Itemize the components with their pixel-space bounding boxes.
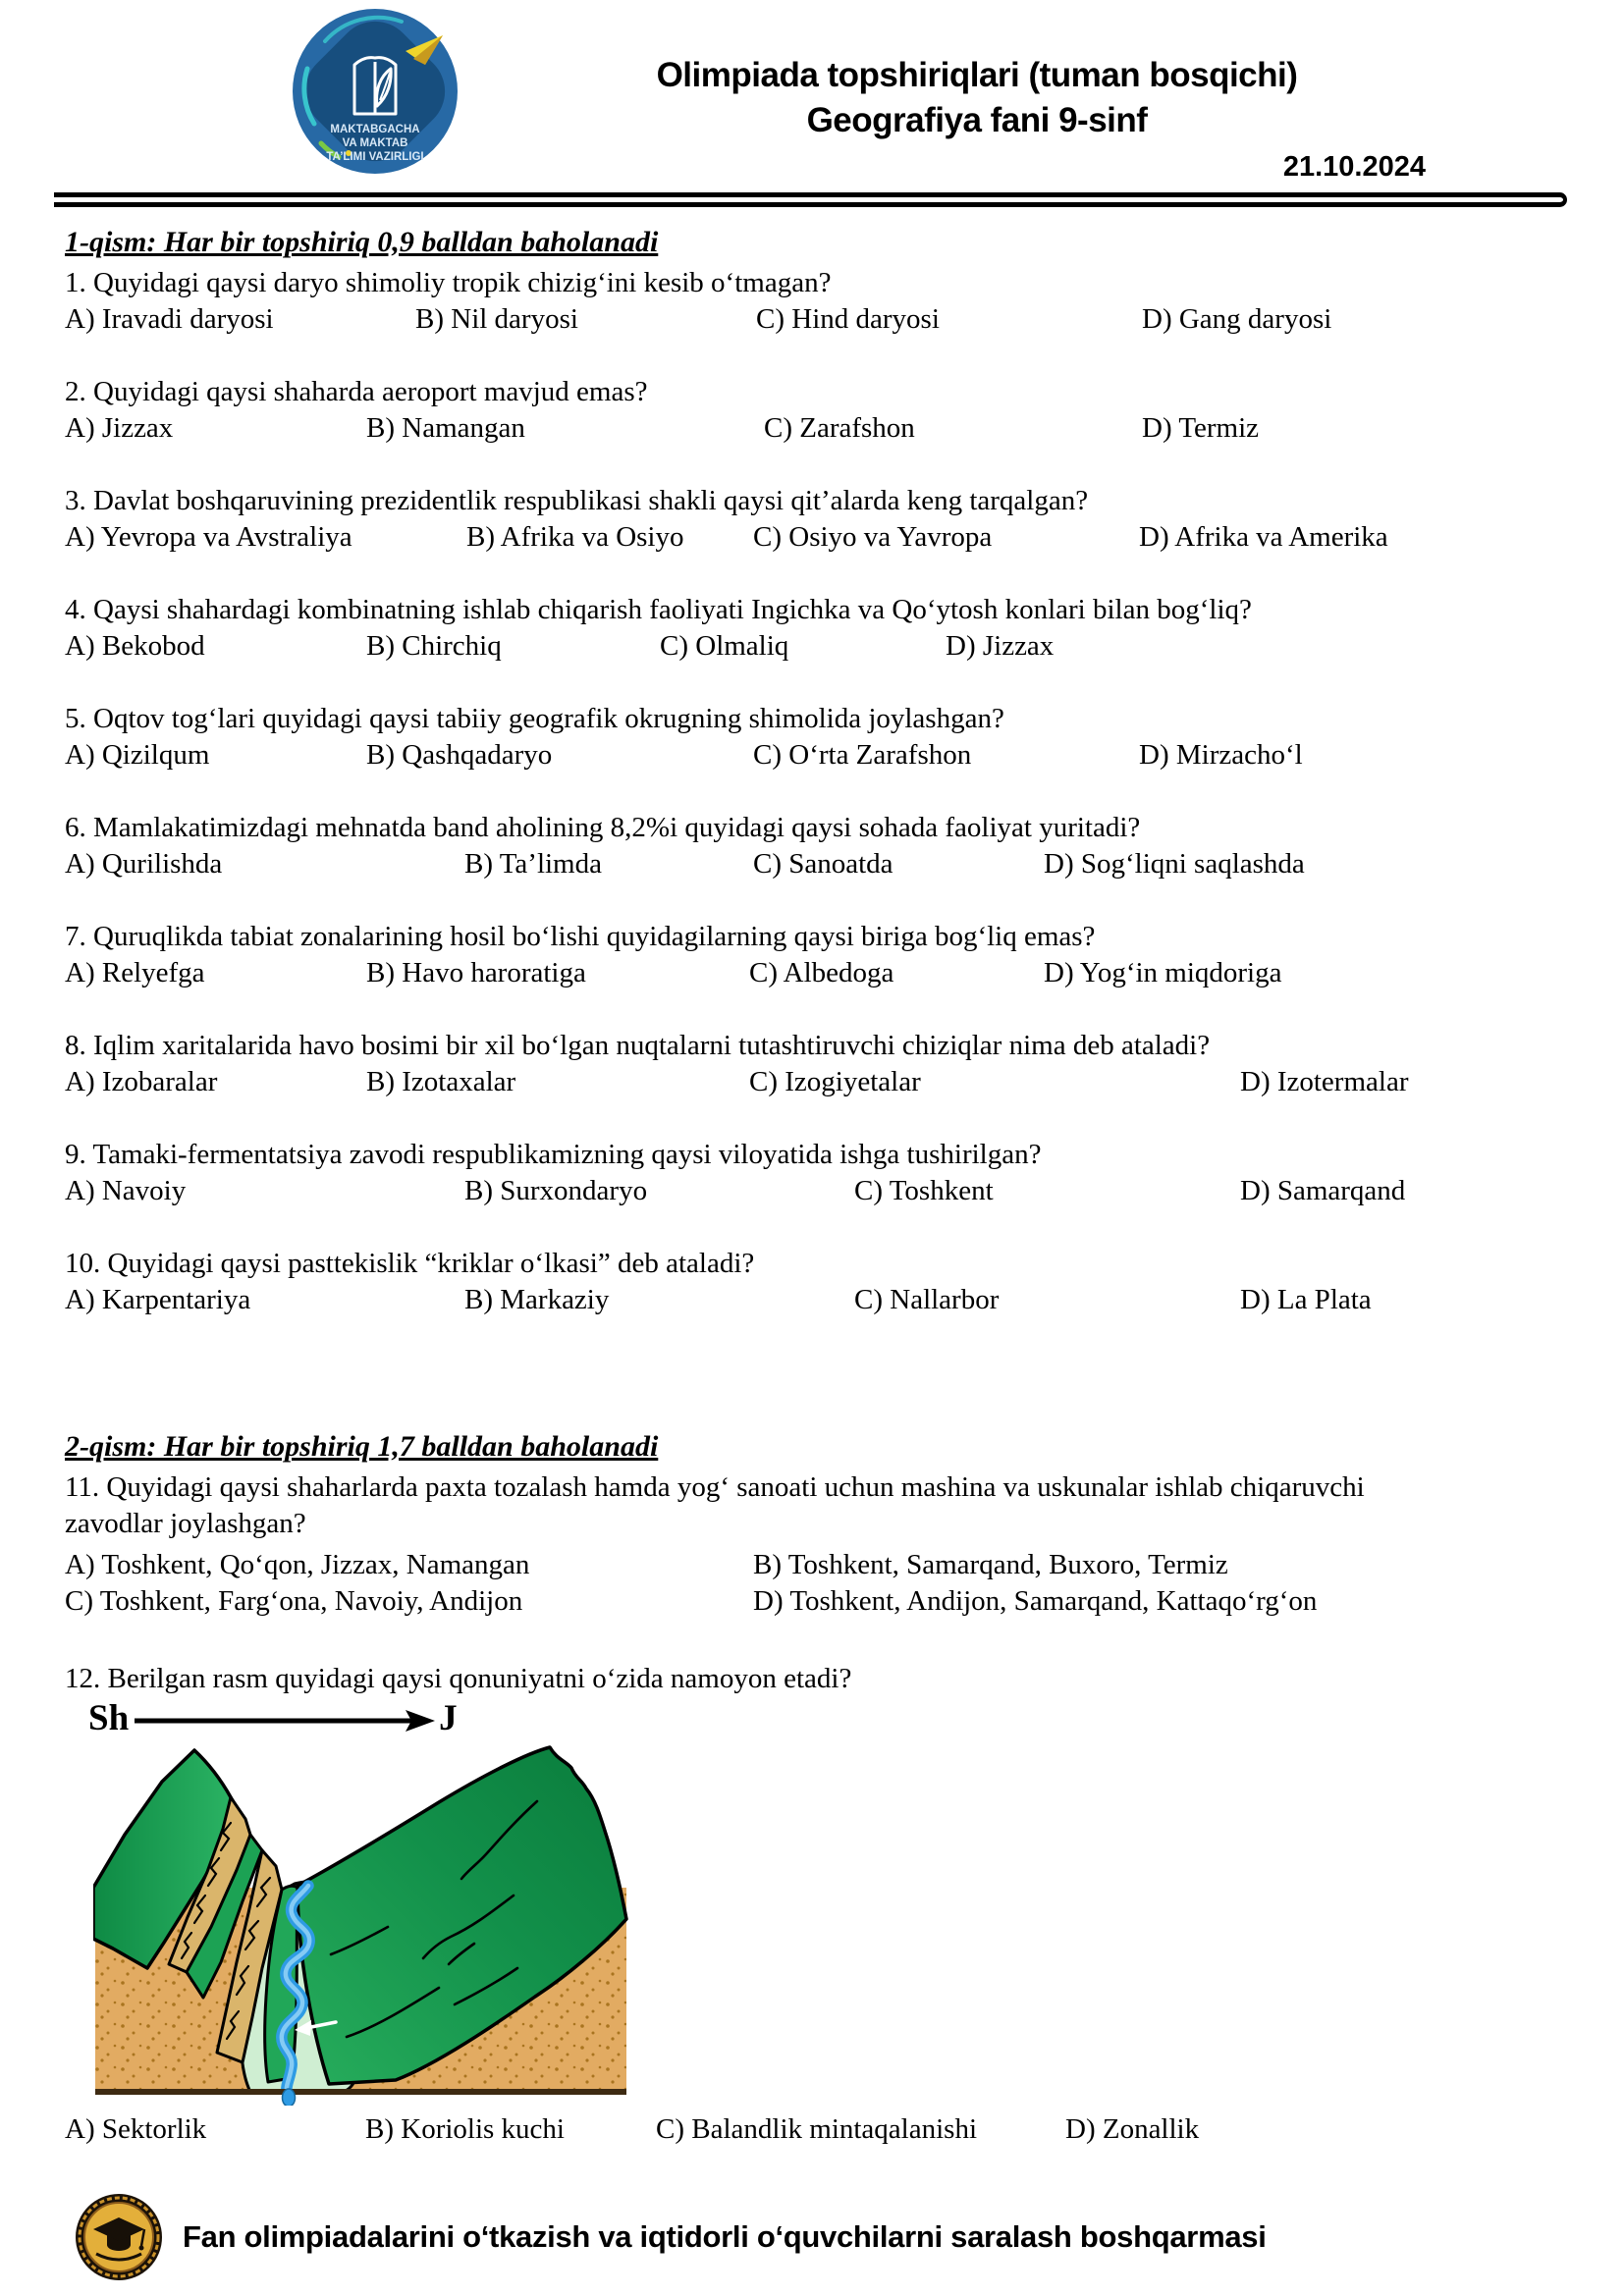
- option-c: C) Sanoatda: [753, 848, 893, 880]
- question-2: [65, 374, 1567, 447]
- question-text: 11. Quyidagi qaysi shaharlarda paxta tozalash hamda yog‘ sanoati uchun mashina va uskunalar ishlab chiqaruvchi zavodlar joylashgan?: [65, 1471, 1365, 1539]
- question-3: [65, 483, 1567, 556]
- option-d: D) Termiz: [1142, 412, 1260, 444]
- question-9: [65, 1137, 1567, 1209]
- section-1-heading: 1-qism: Har bir topshiriq 0,9 balldan baholanadi: [65, 226, 659, 258]
- ground-baseline: [95, 2089, 626, 2095]
- question-text: 8. Iqlim xaritalarida havo bosimi bir xil bo‘lgan nuqtalarni tutashtiruvchi chiziqlar nima deb ataladi?: [65, 1030, 1211, 1061]
- option-c: C) Toshkent, Farg‘ona, Navoiy, Andijon: [65, 1585, 523, 1617]
- question-text: 5. Oqtov tog‘lari quyidagi qaysi tabiiy geografik okrugning shimolida joylashgan?: [65, 703, 1004, 734]
- question-options: [65, 410, 1567, 447]
- questions-area: [0, 224, 1624, 2281]
- option-a: A) Iravadi daryosi: [65, 303, 274, 335]
- option-a: A) Toshkent, Qo‘qon, Jizzax, Namangan: [65, 1549, 530, 1580]
- direction-arrow-icon: [133, 1708, 437, 1734]
- question-text: 7. Quruqlikda tabiat zonalarining hosil bo‘lishi quyidagilarning qaysi biriga bog‘liq emas?: [65, 921, 1096, 952]
- section-2-heading: 2-qism: Har bir topshiriq 1,7 balldan baholanadi: [65, 1430, 659, 1463]
- option-a: A) Karpentariya: [65, 1284, 251, 1315]
- option-b: B) Chirchiq: [366, 630, 502, 662]
- option-b: B) Qashqadaryo: [366, 739, 553, 771]
- option-c: C) Balandlik mintaqalanishi: [656, 2113, 978, 2145]
- option-a: A) Sektorlik: [65, 2113, 207, 2145]
- footer-text: Fan olimpiadalarini o‘tkazish va iqtidorli o‘quvchilarni saralash boshqarmasi: [183, 2219, 1267, 2254]
- question-text: 4. Qaysi shahardagi kombinatning ishlab chiqarish faoliyati Ingichka va Qo‘ytosh konlari bilan bog‘liq?: [65, 594, 1252, 625]
- question-5: [65, 701, 1567, 774]
- question-text: 3. Davlat boshqaruvining prezidentlik respublikasi shakli qaysi qit’alarda keng tarqalgan?: [65, 485, 1089, 516]
- question-7: [65, 919, 1567, 991]
- north-south-arrow: [88, 1697, 1567, 1740]
- option-a: A) Bekobod: [65, 630, 205, 662]
- question-options-row-1: [65, 1547, 1567, 1583]
- option-d: D) Sog‘liqni saqlashda: [1044, 848, 1305, 880]
- logo-caption-line2: VA MAKTAB: [342, 137, 408, 149]
- question-text: 10. Quyidagi qaysi pasttekislik “kriklar o‘lkasi” deb ataladi?: [65, 1248, 755, 1279]
- question-text: 9. Tamaki-fermentatsiya zavodi respublikamizning qaysi viloyatida ishga tushirilgan?: [65, 1139, 1042, 1170]
- option-b: B) Havo haroratiga: [366, 957, 586, 988]
- question-text: 2. Quyidagi qaysi shaharda aeroport mavjud emas?: [65, 376, 648, 407]
- option-c: C) O‘rta Zarafshon: [753, 739, 972, 771]
- logo-caption-line1: MAKTABGACHA: [330, 124, 420, 135]
- olympiad-board-logo-icon: [75, 2193, 163, 2281]
- question-10: [65, 1246, 1567, 1318]
- title-line-2: Geografiya fani 9-sinf: [806, 101, 1148, 139]
- option-c: C) Hind daryosi: [756, 303, 940, 335]
- question-options: [65, 628, 1567, 665]
- option-b: B) Izotaxalar: [366, 1066, 516, 1097]
- option-c: C) Toshkent: [854, 1175, 994, 1206]
- option-d: D) Afrika va Amerika: [1139, 521, 1388, 553]
- title-line-1: Olimpiada topshiriqlari (tuman bosqichi): [656, 56, 1298, 94]
- option-c: C) Izogiyetalar: [749, 1066, 921, 1097]
- question-options: [65, 2111, 1567, 2148]
- ministry-logo-icon: [292, 8, 459, 175]
- option-a: A) Izobaralar: [65, 1066, 218, 1097]
- question-options: [65, 1064, 1567, 1100]
- north-label: Sh: [88, 1698, 130, 1738]
- option-b: B) Markaziy: [464, 1284, 610, 1315]
- option-b: B) Koriolis kuchi: [365, 2113, 565, 2145]
- question-text: 12. Berilgan rasm quyidagi qaysi qonuniyatni o‘zida namoyon etadi?: [65, 1663, 852, 1694]
- document-footer: [75, 2193, 1567, 2281]
- option-d: D) La Plata: [1240, 1284, 1372, 1315]
- question-options: [65, 737, 1567, 774]
- option-d: D) Zonallik: [1065, 2113, 1200, 2145]
- option-c: C) Zarafshon: [764, 412, 915, 444]
- logo-caption-line3: TA’LIMI VAZIRLIGI: [326, 151, 424, 163]
- valley-illustration: [93, 1740, 628, 2106]
- question-options-row-2: [65, 1583, 1567, 1620]
- question-text: 1. Quyidagi qaysi daryo shimoliy tropik chizig‘ini kesib o‘tmagan?: [65, 267, 832, 298]
- question-options: [65, 519, 1567, 556]
- option-b: B) Afrika va Osiyo: [466, 521, 684, 553]
- option-d: D) Toshkent, Andijon, Samarqand, Kattaqo‘rg‘on: [753, 1585, 1318, 1617]
- question-options: [65, 955, 1567, 991]
- option-d: D) Mirzacho‘l: [1139, 739, 1303, 771]
- exam-date: 21.10.2024: [1282, 151, 1426, 183]
- header-divider-line: [54, 192, 1567, 207]
- option-d: D) Yog‘in miqdoriga: [1044, 957, 1282, 988]
- document-title: [589, 53, 1365, 143]
- question-options: [65, 301, 1567, 338]
- option-a: A) Navoiy: [65, 1175, 187, 1206]
- option-b: B) Toshkent, Samarqand, Buxoro, Termiz: [753, 1549, 1228, 1580]
- option-b: B) Nil daryosi: [415, 303, 578, 335]
- question-8: [65, 1028, 1567, 1100]
- question-options: [65, 846, 1567, 882]
- water-drop: [283, 2089, 296, 2106]
- question-options: [65, 1173, 1567, 1209]
- document-header: [0, 0, 1624, 192]
- option-a: A) Jizzax: [65, 412, 174, 444]
- option-c: C) Nallarbor: [854, 1284, 1000, 1315]
- south-label: J: [439, 1698, 458, 1738]
- option-d: D) Samarqand: [1240, 1175, 1406, 1206]
- question-text: 6. Mamlakatimizdagi mehnatda band aholining 8,2%i quyidagi qaysi sohada faoliyat yuritadi?: [65, 812, 1141, 843]
- option-b: B) Ta’limda: [464, 848, 602, 880]
- question-6: [65, 810, 1567, 882]
- option-a: A) Qurilishda: [65, 848, 223, 880]
- question-options: [65, 1282, 1567, 1318]
- option-c: C) Osiyo va Yavropa: [753, 521, 993, 553]
- question-12: [65, 1661, 1567, 2148]
- option-d: D) Jizzax: [946, 630, 1055, 662]
- option-b: B) Namangan: [366, 412, 525, 444]
- option-d: D) Gang daryosi: [1142, 303, 1332, 335]
- question-1: [65, 265, 1567, 338]
- option-a: A) Qizilqum: [65, 739, 210, 771]
- option-d: D) Izotermalar: [1240, 1066, 1409, 1097]
- option-c: C) Albedoga: [749, 957, 894, 988]
- option-a: A) Relyefga: [65, 957, 205, 988]
- question-4: [65, 592, 1567, 665]
- question-11: [65, 1469, 1567, 1620]
- option-a: A) Yevropa va Avstraliya: [65, 521, 352, 553]
- option-c: C) Olmaliq: [660, 630, 789, 662]
- option-b: B) Surxondaryo: [464, 1175, 648, 1206]
